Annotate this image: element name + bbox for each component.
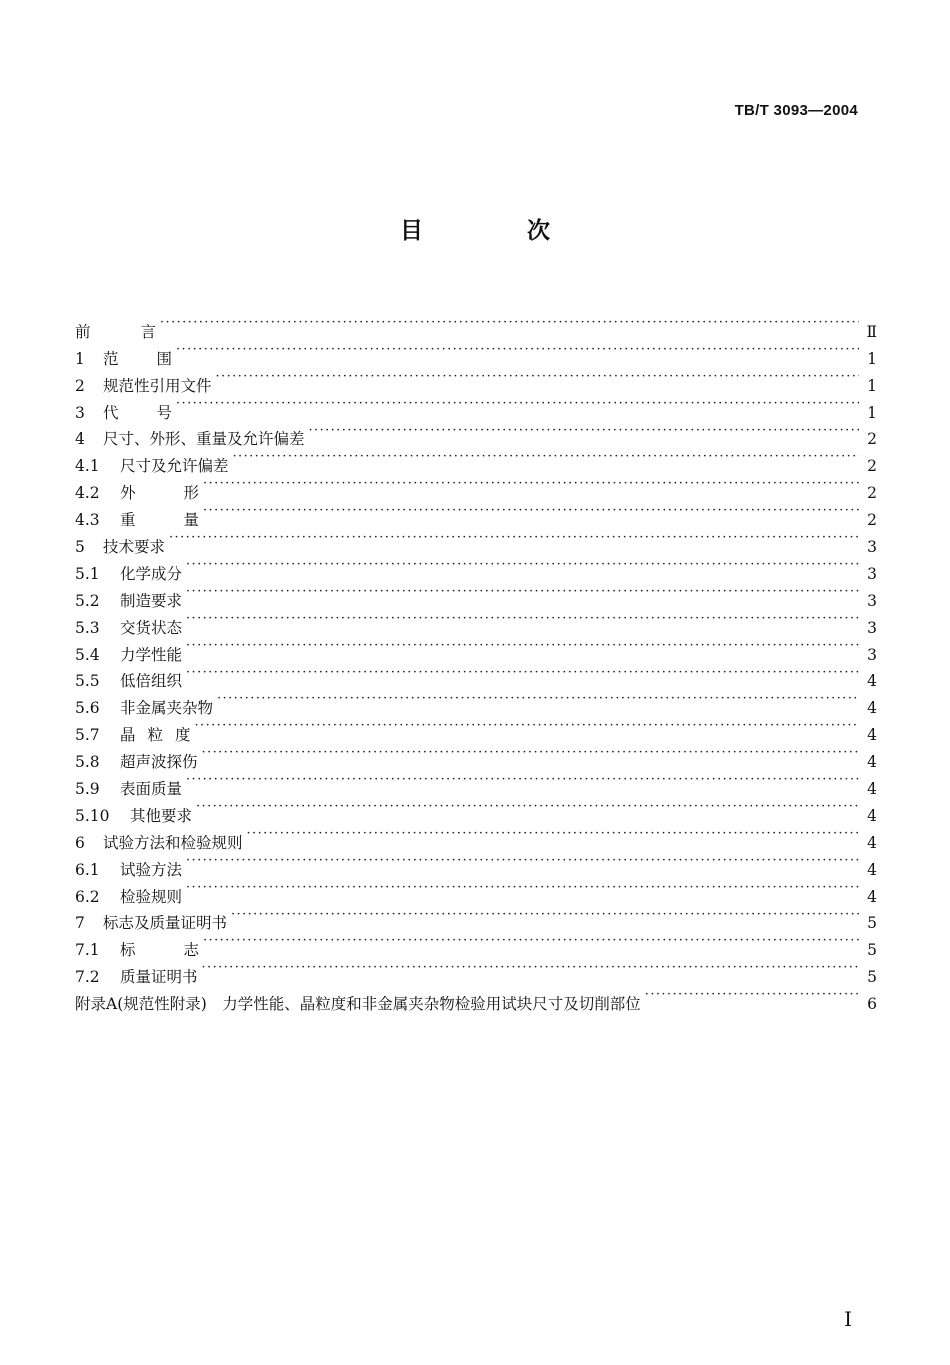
dot-leader <box>160 310 859 337</box>
toc-entry-label: 试验方法和检验规则 <box>103 833 243 852</box>
toc-entry-label: 超声波探伤 <box>120 753 198 772</box>
toc-entry-number: 5.10 <box>75 806 110 825</box>
toc-entry[interactable] <box>75 794 877 825</box>
toc-entry-label: 标志 <box>120 941 248 960</box>
toc-entry-page: 5 <box>867 941 877 960</box>
toc-entry-label: 附录A(规范性附录) 力学性能、晶粒度和非金属夹杂物检验用试块尺寸及切削部位 <box>75 995 641 1014</box>
table-of-contents <box>75 310 877 1014</box>
dot-leader <box>186 848 859 875</box>
toc-entry[interactable] <box>75 660 877 691</box>
toc-entry-page: 3 <box>867 618 877 637</box>
toc-entry[interactable] <box>75 310 877 341</box>
toc-entry-page: 4 <box>867 860 877 879</box>
toc-entry-number: 5.2 <box>75 591 100 610</box>
toc-entry-page: 3 <box>867 591 877 610</box>
dot-leader <box>169 525 859 552</box>
page-number: I <box>844 1307 852 1331</box>
toc-entry-label: 代号 <box>103 403 211 422</box>
toc-entry-label: 技术要求 <box>103 538 166 557</box>
toc-entry-number: 4.3 <box>75 511 100 530</box>
toc-entry-page: Ⅱ <box>866 322 877 341</box>
dot-leader <box>233 444 859 471</box>
dot-leader <box>203 928 859 955</box>
toc-entry-number: 5.7 <box>75 726 100 745</box>
toc-entry-page: 5 <box>867 968 877 987</box>
toc-entry[interactable] <box>75 848 877 879</box>
dot-leader <box>186 552 859 579</box>
toc-entry-page: 3 <box>867 564 877 583</box>
dot-leader <box>176 337 859 364</box>
toc-entry-page: 4 <box>867 806 877 825</box>
toc-entry-label: 尺寸及允许偏差 <box>120 457 229 476</box>
toc-entry-number: 7 <box>75 914 85 933</box>
toc-entry-label: 表面质量 <box>120 780 183 799</box>
toc-entry-page: 3 <box>867 538 877 557</box>
toc-entry[interactable] <box>75 579 877 610</box>
toc-entry[interactable] <box>75 767 877 799</box>
dot-leader <box>186 633 859 660</box>
toc-entry-number: 6 <box>75 833 85 852</box>
toc-entry-label: 力学性能 <box>120 645 183 664</box>
toc-entry-number: 3 <box>75 403 85 422</box>
toc-entry-label: 试验方法 <box>120 860 183 879</box>
toc-entry-page: 2 <box>867 457 877 476</box>
toc-entry-page: 5 <box>867 914 877 933</box>
dot-leader <box>196 794 859 821</box>
dot-leader <box>186 767 859 794</box>
toc-entry-page: 2 <box>867 430 877 449</box>
toc-entry-label: 其他要求 <box>130 806 193 825</box>
dot-leader <box>203 471 859 498</box>
toc-entry-label: 前言 <box>75 322 207 341</box>
toc-entry-page: 4 <box>867 726 877 745</box>
dot-leader <box>645 982 859 1009</box>
toc-entry[interactable] <box>75 902 877 933</box>
toc-entry-number: 4.2 <box>75 484 100 503</box>
dot-leader <box>186 660 859 687</box>
dot-leader <box>216 364 859 391</box>
toc-entry-number: 2 <box>75 376 85 395</box>
toc-entry[interactable] <box>75 391 877 422</box>
toc-entry-label: 质量证明书 <box>120 968 198 987</box>
toc-entry-number: 5.5 <box>75 672 100 691</box>
dot-leader <box>202 740 859 767</box>
toc-entry[interactable] <box>75 525 877 557</box>
toc-entry-number: 1 <box>75 349 85 368</box>
toc-entry-number: 5.6 <box>75 699 100 718</box>
toc-entry-label: 标志及质量证明书 <box>103 914 228 933</box>
dot-leader <box>247 821 859 848</box>
toc-entry-page: 2 <box>867 511 877 530</box>
toc-entry-label: 重量 <box>120 511 248 530</box>
toc-entry-number: 6.1 <box>75 860 100 879</box>
toc-entry-number: 5.8 <box>75 753 100 772</box>
toc-entry-label: 低倍组织 <box>120 672 183 691</box>
toc-entry-page: 4 <box>867 780 877 799</box>
toc-entry-page: 1 <box>867 349 877 368</box>
page-title: 目 次 <box>399 218 598 244</box>
toc-entry[interactable] <box>75 686 877 718</box>
dot-leader <box>186 579 859 606</box>
toc-entry-page: 4 <box>867 753 877 772</box>
toc-entry-number: 5 <box>75 538 85 557</box>
toc-entry[interactable] <box>75 606 877 637</box>
toc-entry-label: 规范性引用文件 <box>103 376 212 395</box>
toc-entry-label: 检验规则 <box>120 887 183 906</box>
dot-leader <box>202 955 859 982</box>
dot-leader <box>195 713 859 740</box>
document-code: TB/T 3093—2004 <box>734 102 858 119</box>
toc-entry-label: 制造要求 <box>120 591 183 610</box>
toc-entry-number: 5.4 <box>75 645 100 664</box>
toc-entry-number: 4.1 <box>75 457 100 476</box>
toc-entry-label: 晶粒度 <box>120 726 203 745</box>
toc-entry[interactable] <box>75 713 877 745</box>
toc-entry-number: 6.2 <box>75 887 100 906</box>
toc-entry-label: 外形 <box>120 484 248 503</box>
toc-entry[interactable] <box>75 552 877 583</box>
toc-entry-page: 1 <box>867 403 877 422</box>
toc-entry[interactable] <box>75 337 877 368</box>
toc-entry-label: 非金属夹杂物 <box>120 699 214 718</box>
toc-entry-page: 4 <box>867 887 877 906</box>
toc-entry-number: 7.2 <box>75 968 100 987</box>
toc-entry-number: 5.3 <box>75 618 100 637</box>
dot-leader <box>186 875 859 902</box>
dot-leader <box>203 498 859 525</box>
toc-entry-page: 2 <box>867 484 877 503</box>
dot-leader <box>176 391 859 418</box>
toc-entry[interactable] <box>75 875 877 906</box>
toc-entry-label: 化学成分 <box>120 564 183 583</box>
toc-entry-page: 4 <box>867 699 877 718</box>
toc-entry-label: 交货状态 <box>120 618 183 637</box>
dot-leader <box>186 606 859 633</box>
toc-entry[interactable] <box>75 633 877 664</box>
toc-entry-label: 尺寸、外形、重量及允许偏差 <box>103 430 305 449</box>
toc-entry-page: 1 <box>867 376 877 395</box>
dot-leader <box>309 418 859 445</box>
toc-entry-page: 6 <box>867 995 877 1014</box>
toc-entry-number: 5.9 <box>75 780 100 799</box>
toc-entry-label: 范围 <box>103 349 211 368</box>
toc-entry-number: 7.1 <box>75 941 100 960</box>
toc-entry-page: 3 <box>867 645 877 664</box>
dot-leader <box>217 686 859 713</box>
toc-entry-page: 4 <box>867 672 877 691</box>
toc-entry-number: 5.1 <box>75 564 100 583</box>
toc-entry-number: 4 <box>75 430 85 449</box>
toc-entry-page: 4 <box>867 833 877 852</box>
dot-leader <box>231 902 859 929</box>
